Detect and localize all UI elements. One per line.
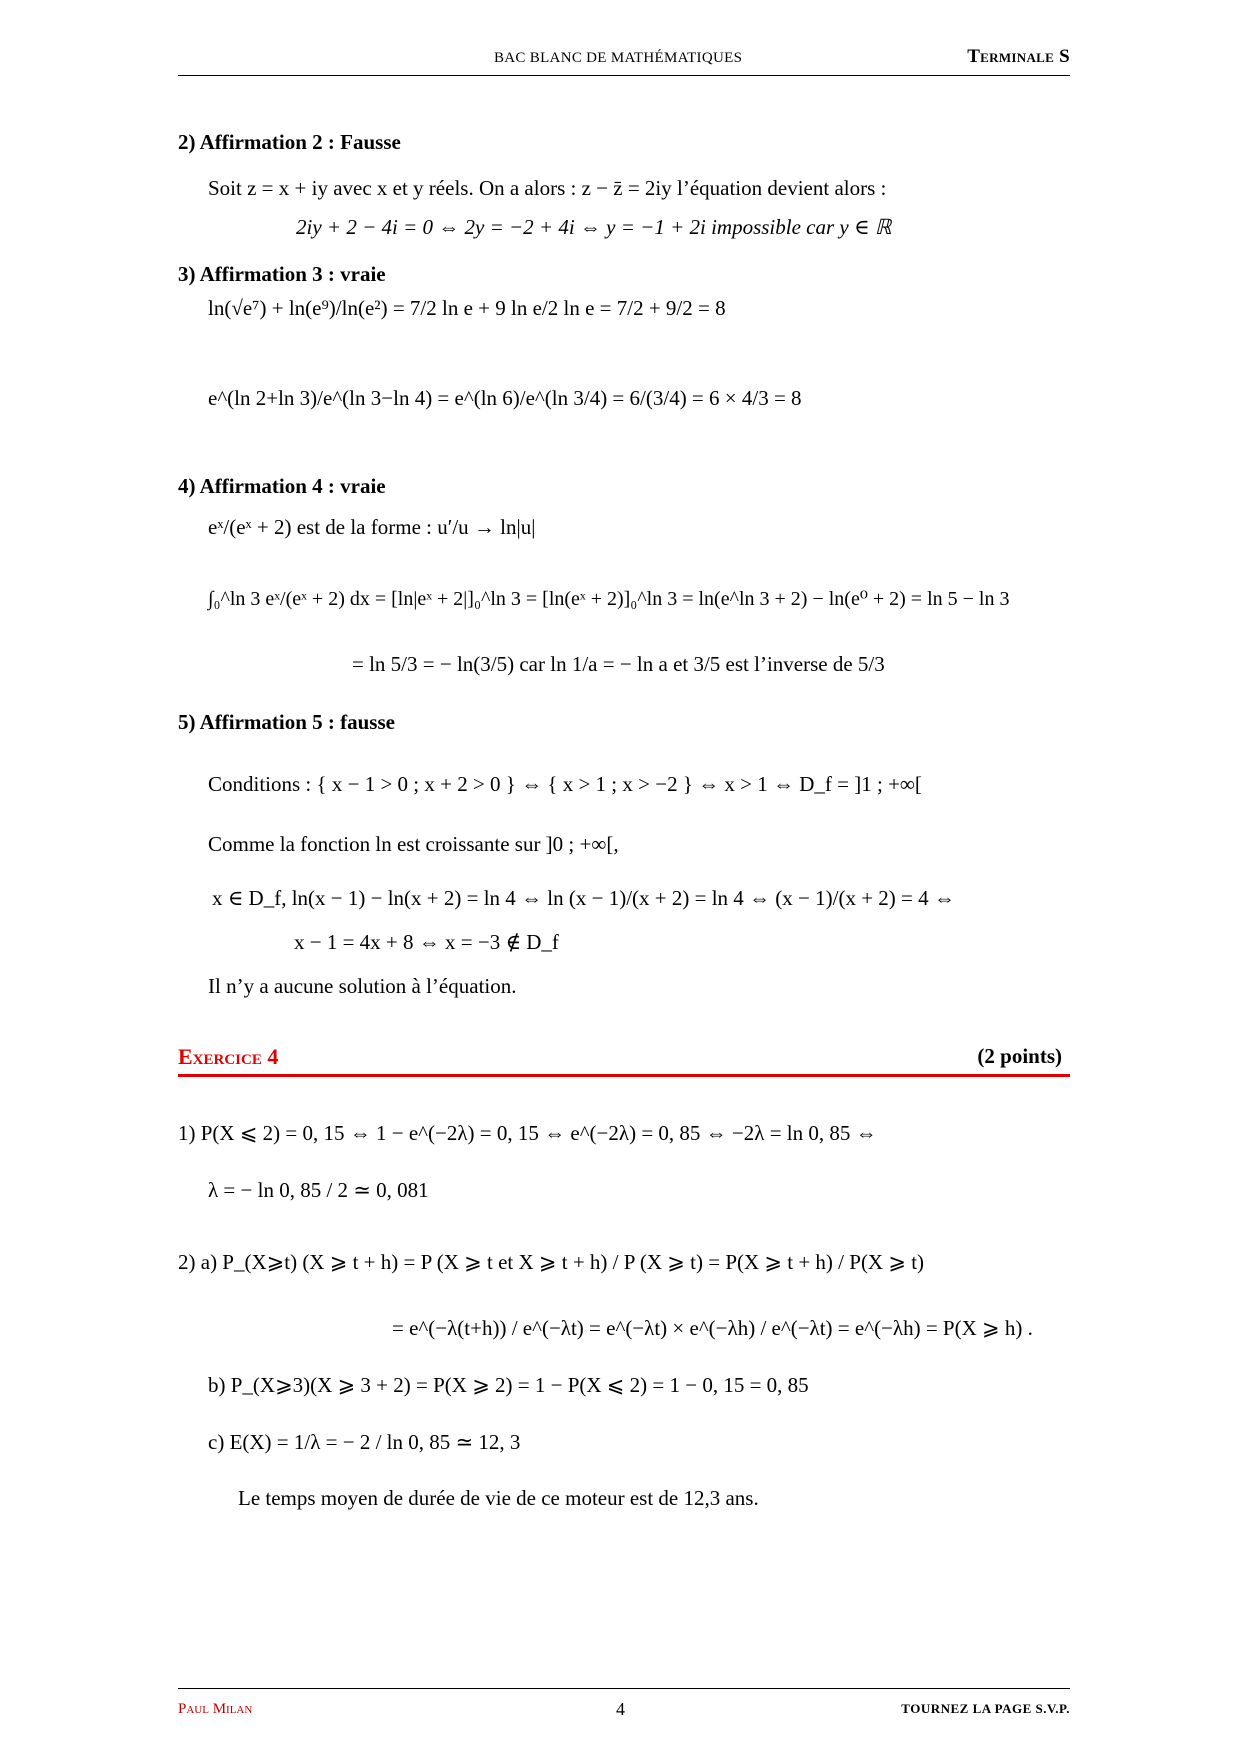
footer-turn-page: TOURNEZ LA PAGE S.V.P. xyxy=(901,1701,1070,1716)
ex4-q2a-line-2: = e^(−λ(t+h)) / e^(−λt) = e^(−λt) × e^(−λh) / e^(−λt) = e^(−λh) = P(X ⩾ h) . xyxy=(392,1316,1033,1340)
exercise-rule xyxy=(178,1074,1070,1077)
affirmation-5-title: 5) Affirmation 5 : fausse xyxy=(178,710,395,734)
affirmation-3-line-2: e^(ln 2+ln 3)/e^(ln 3−ln 4) = e^(ln 6)/e^(ln 3/4) = 6/(3/4) = 6 × 4/3 = 8 xyxy=(208,386,802,410)
affirmation-5-line-4: x − 1 = 4x + 8 ⇔ x = −3 ∉ D_f xyxy=(294,930,559,954)
ex4-q2c-conclusion: Le temps moyen de durée de vie de ce moteur est de 12,3 ans. xyxy=(238,1486,759,1510)
affirmation-4-line-3: = ln 5/3 = − ln(3/5) car ln 1/a = − ln a et 3/5 est l’inverse de 5/3 xyxy=(352,652,885,676)
affirmation-4-line-1: eˣ/(eˣ + 2) est de la forme : u′/u → ln|u| xyxy=(208,515,536,539)
ex4-q1-line-2: λ = − ln 0, 85 / 2 ≃ 0, 081 xyxy=(208,1178,429,1202)
ex4-q1-line-1: 1) P(X ⩽ 2) = 0, 15 ⇔ 1 − e^(−2λ) = 0, 15 ⇔ e^(−2λ) = 0, 85 ⇔ −2λ = ln 0, 85 ⇔ xyxy=(178,1121,877,1145)
ex4-q2c: c) E(X) = 1/λ = − 2 / ln 0, 85 ≃ 12, 3 xyxy=(208,1430,521,1454)
header-rule xyxy=(178,75,1070,76)
affirmation-5-line-2: Comme la fonction ln est croissante sur ]0 ; +∞[, xyxy=(208,832,619,856)
exercise-title: Exercice 4 xyxy=(178,1044,279,1069)
affirmation-3-line-1: ln(√e⁷) + ln(e⁹)/ln(e²) = 7/2 ln e + 9 ln e/2 ln e = 7/2 + 9/2 = 8 xyxy=(208,296,726,320)
affirmation-4-line-2: ∫₀^ln 3 eˣ/(eˣ + 2) dx = [ln|eˣ + 2|]₀^ln 3 = [ln(eˣ + 2)]₀^ln 3 = ln(e^ln 3 + 2) − ln(e⁰ + 2) = ln 5 − ln 3 xyxy=(208,588,1010,610)
affirmation-4-title: 4) Affirmation 4 : vraie xyxy=(178,474,386,498)
exercise-points: (2 points) xyxy=(977,1044,1062,1068)
affirmation-5-line-5: Il n’y a aucune solution à l’équation. xyxy=(208,974,517,998)
ex4-q2b: b) P_(X⩾3)(X ⩾ 3 + 2) = P(X ⩾ 2) = 1 − P(X ⩽ 2) = 1 − 0, 15 = 0, 85 xyxy=(208,1373,809,1397)
header-right: Terminale S xyxy=(967,46,1070,67)
affirmation-5-line-1: Conditions : { x − 1 > 0 ; x + 2 > 0 } ⇔ { x > 1 ; x > −2 } ⇔ x > 1 ⇔ D_f = ]1 ; +∞[ xyxy=(208,772,922,796)
footer-page-number: 4 xyxy=(616,1699,625,1719)
affirmation-2-line-1: Soit z = x + iy avec x et y réels. On a alors : z − z̄ = 2iy l’équation devient alors : xyxy=(208,176,887,200)
header-title: BAC BLANC DE MATHÉMATIQUES xyxy=(494,50,743,66)
affirmation-5-line-3: x ∈ D_f, ln(x − 1) − ln(x + 2) = ln 4 ⇔ ln (x − 1)/(x + 2) = ln 4 ⇔ (x − 1)/(x + 2) = 4 ⇔ xyxy=(212,886,955,910)
footer-author: Paul Milan xyxy=(178,1701,253,1717)
ex4-q2a-line-1: 2) a) P_(X⩾t) (X ⩾ t + h) = P (X ⩾ t et X ⩾ t + h) / P (X ⩾ t) = P(X ⩾ t + h) / P(X ⩾ t) xyxy=(178,1250,925,1274)
affirmation-2-line-2: 2iy + 2 − 4i = 0 ⇔ 2y = −2 + 4i ⇔ y = −1 + 2i impossible car y ∈ ℝ xyxy=(296,215,892,239)
affirmation-3-title: 3) Affirmation 3 : vraie xyxy=(178,262,386,286)
footer-rule xyxy=(178,1688,1070,1689)
affirmation-2-title: 2) Affirmation 2 : Fausse xyxy=(178,130,401,154)
